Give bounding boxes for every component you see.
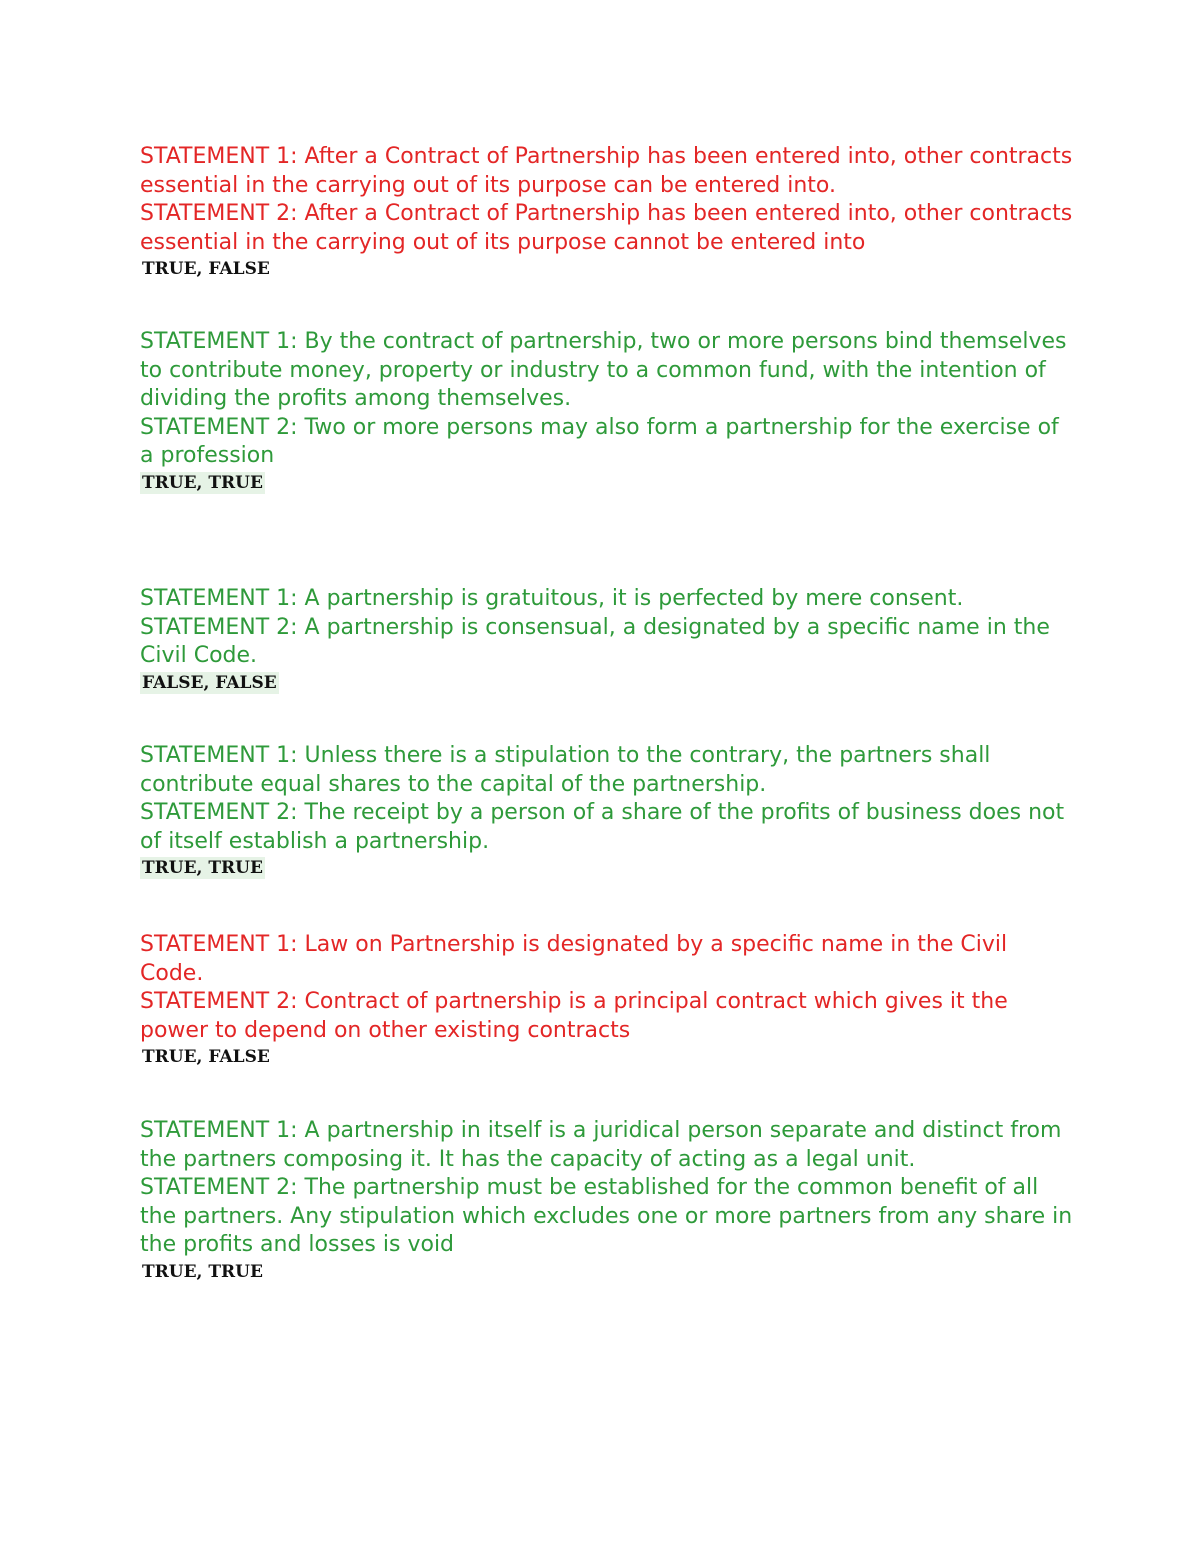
question-block-3 [140, 585, 1075, 694]
statement-1: STATEMENT 1: A partnership in itself is a juridical person separate and distinct from the partners composing it. It has the capacity of acting as a legal unit. [140, 1118, 1062, 1172]
answer: TRUE, FALSE [142, 259, 270, 280]
statement-2: STATEMENT 2: The partnership must be established for the common benefit of all the partners. Any stipulation which excludes one or more partners from any share in the profits and losses is void [140, 1175, 1073, 1258]
answer: TRUE, TRUE [142, 858, 263, 879]
question-block-1 [140, 143, 1075, 280]
statement-2: STATEMENT 2: After a Contract of Partnership has been entered into, other contracts essential in the carrying out of its purpose cannot be entered into [140, 201, 1073, 255]
statement-2: STATEMENT 2: Two or more persons may also form a partnership for the exercise of a profession [140, 414, 1059, 469]
statement-2: STATEMENT 2: Contract of partnership is a principal contract which gives it the power to depend on other existing contracts [140, 989, 1008, 1043]
answer: TRUE, TRUE [142, 472, 263, 493]
question-block-2 [140, 328, 1075, 494]
statement-1: STATEMENT 1: After a Contract of Partnership has been entered into, other contracts essential in the carrying out of its purpose can be entered into. [140, 144, 1073, 198]
statement-1: STATEMENT 1: A partnership is gratuitous, it is perfected by mere consent. [140, 586, 964, 611]
statement-1: STATEMENT 1: Unless there is a stipulation to the contrary, the partners shall contribute equal shares to the capital of the partnership. [140, 743, 991, 797]
statement-2: STATEMENT 2: The receipt by a person of a share of the profits of business does not of itself establish a partnership. [140, 800, 1065, 854]
question-block-4 [140, 742, 1075, 879]
statement-1: STATEMENT 1: Law on Partnership is designated by a specific name in the Civil Code. [140, 932, 1008, 986]
answer: TRUE, FALSE [142, 1047, 270, 1068]
statement-1: STATEMENT 1: By the contract of partnership, two or more persons bind themselves to contribute money, property or industry to a common fund, with the intention of dividing the profits among themselves. [140, 329, 1067, 412]
answer: TRUE, TRUE [142, 1261, 263, 1282]
statement-2: STATEMENT 2: A partnership is consensual, a designated by a specific name in the Civil Code. [140, 614, 1050, 669]
question-block-6 [140, 1117, 1075, 1283]
question-block-5 [140, 931, 1075, 1068]
answer: FALSE, FALSE [142, 672, 277, 693]
